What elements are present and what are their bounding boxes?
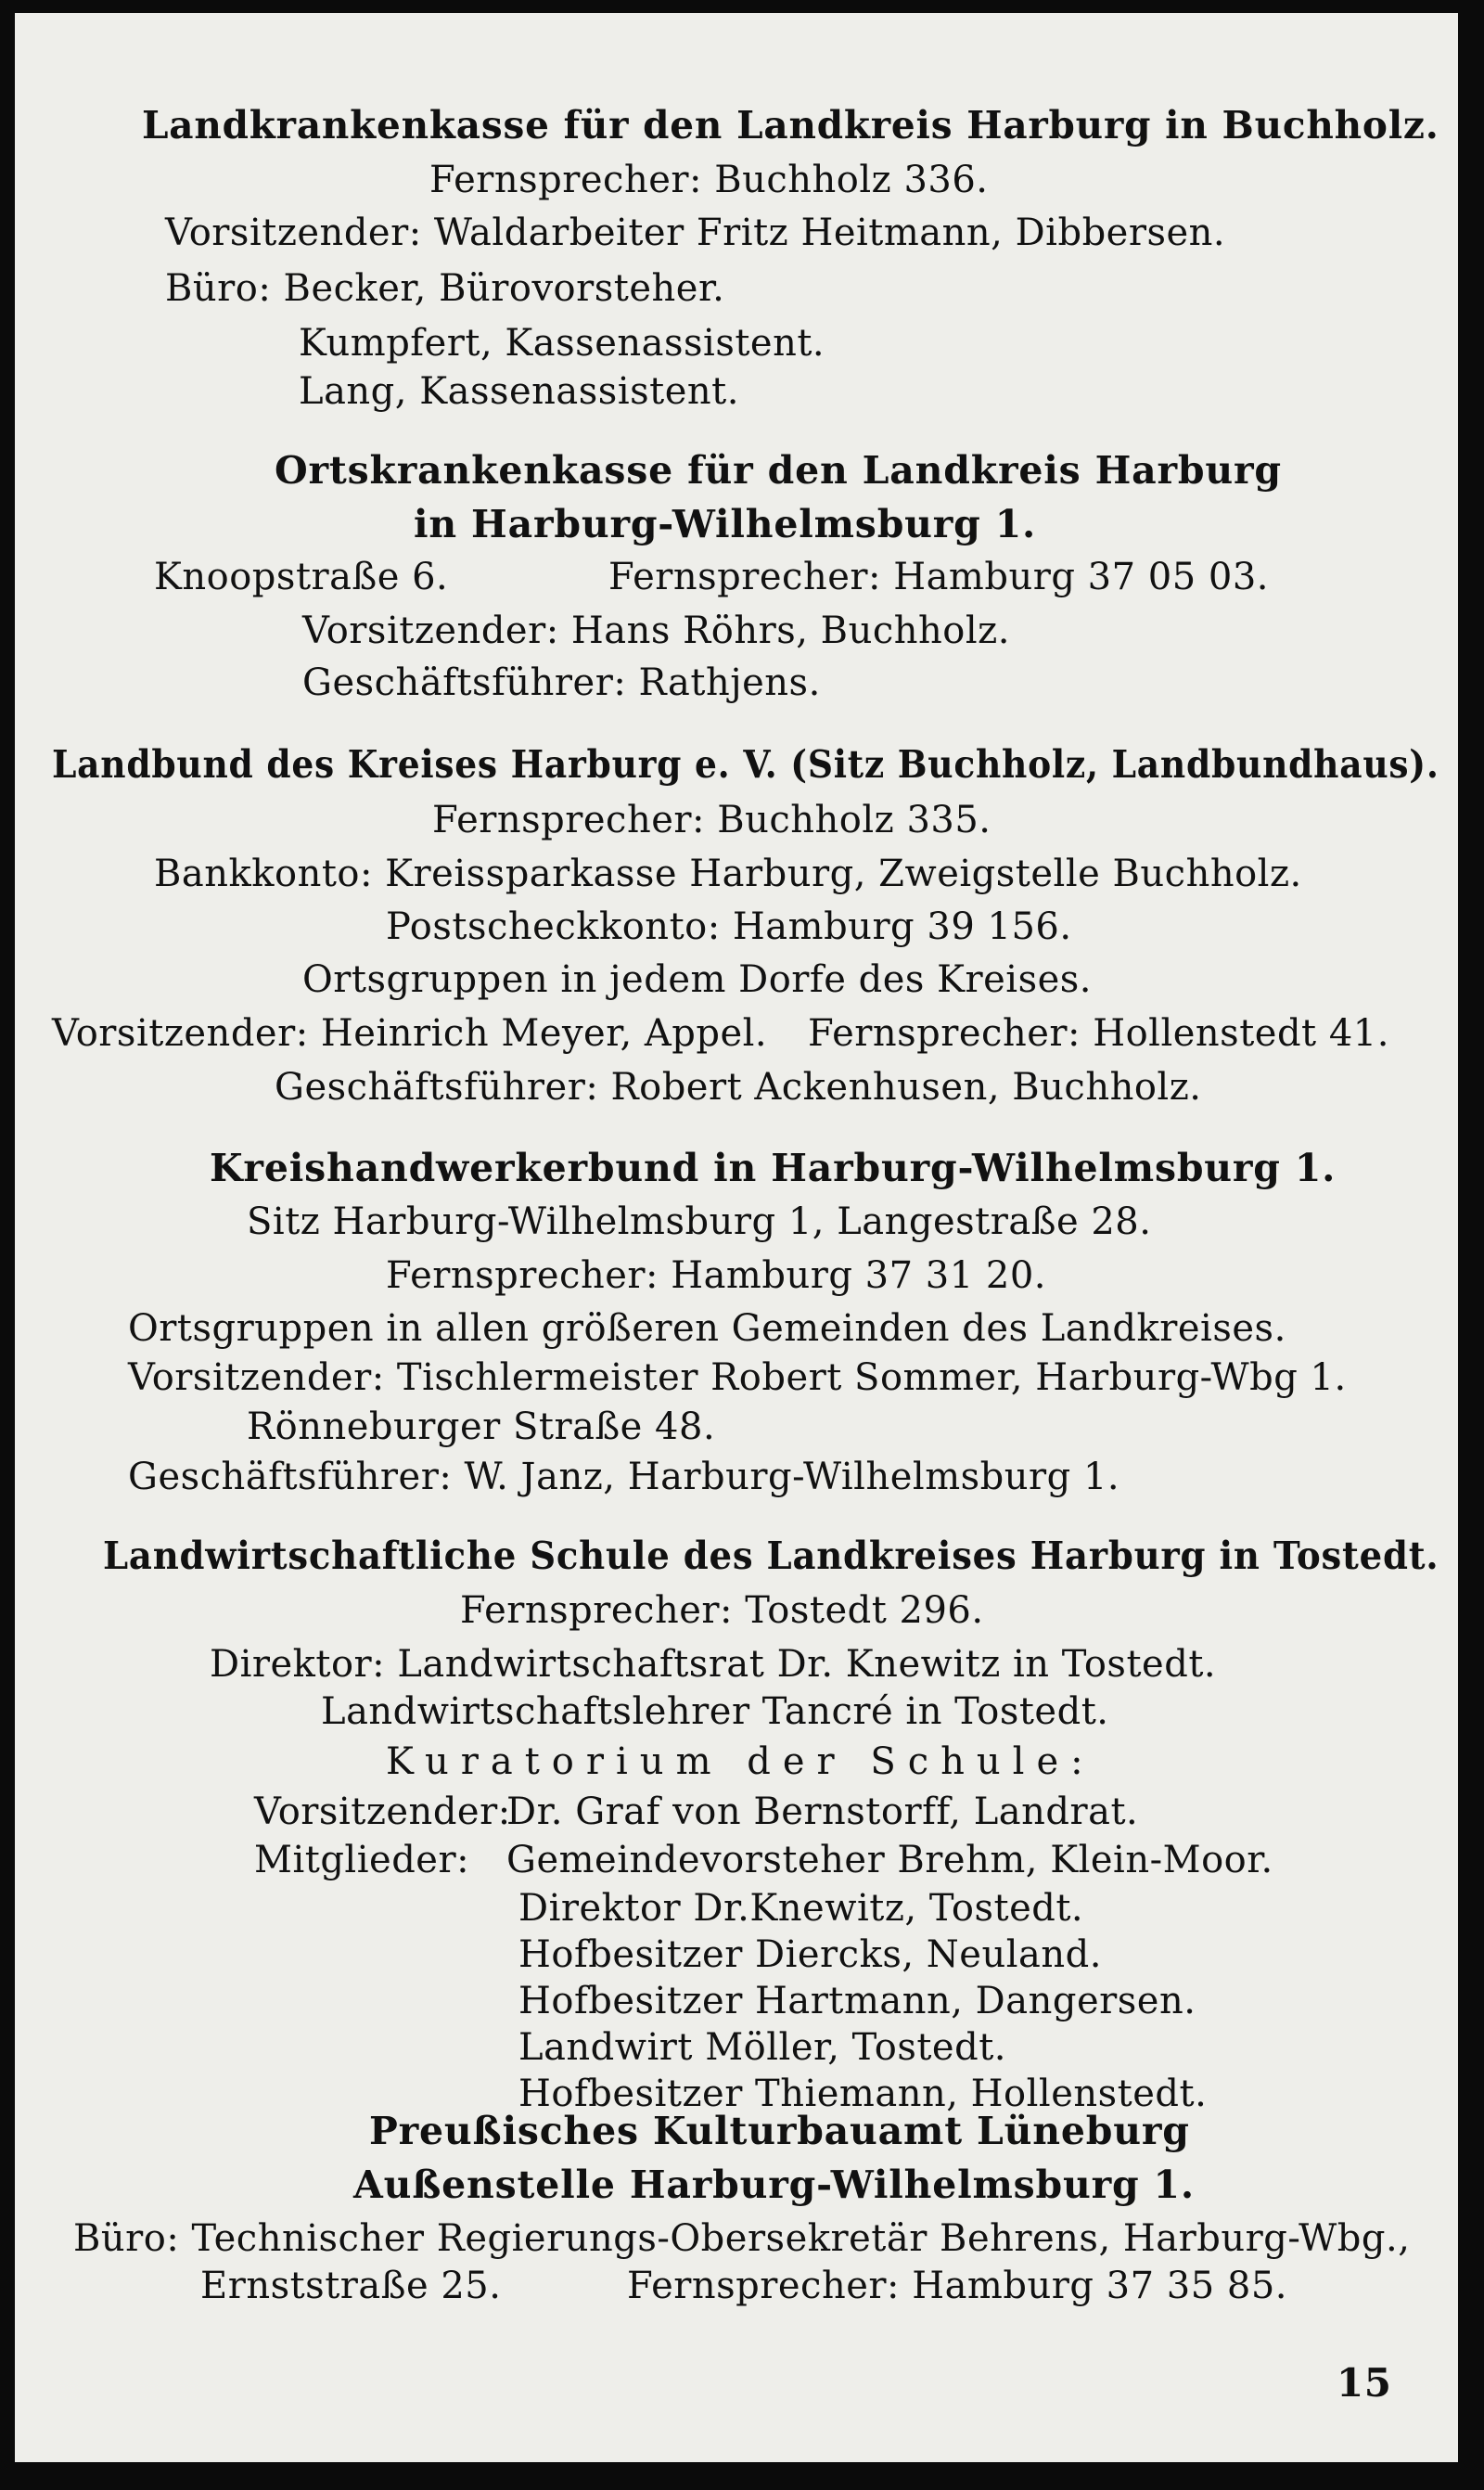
chair-line: Vorsitzender: Waldarbeiter Fritz Heitmann, Dibbersen. (165, 212, 1226, 254)
board-chair: Dr. Graf von Bernstorff, Landrat. (506, 1790, 1139, 1833)
manager-line: Geschäftsführer: Robert Ackenhusen, Buchholz. (275, 1066, 1202, 1109)
page-number: 15 (1337, 2360, 1392, 2406)
members-label: Mitglieder: (254, 1839, 470, 1881)
section-title: Ortskrankenkasse für den Landkreis Harburg (275, 448, 1282, 493)
manager-line: Geschäftsführer: W. Janz, Harburg-Wilhelmsburg 1. (128, 1456, 1120, 1498)
member-line: Direktor Dr.Knewitz, Tostedt. (518, 1887, 1084, 1930)
phone-line: Fernsprecher: Hamburg 37 31 20. (386, 1254, 1047, 1297)
board-chair-label: Vorsitzender: (254, 1790, 511, 1833)
chair-line: Vorsitzender: Tischlermeister Robert Sommer, Harburg-Wbg 1. (128, 1356, 1347, 1399)
bank-line: Bankkonto: Kreissparkasse Harburg, Zweigstelle Buchholz. (154, 853, 1302, 895)
board-heading: Kuratorium der Schule: (386, 1740, 1095, 1783)
staff-line: Lang, Kassenassistent. (299, 370, 739, 413)
teacher-line: Landwirtschaftslehrer Tancré in Tostedt. (321, 1690, 1109, 1733)
document-page (15, 13, 1458, 2462)
chair-line: Vorsitzender: Hans Röhrs, Buchholz. (302, 610, 1010, 652)
member-line: Hofbesitzer Thiemann, Hollenstedt. (518, 2073, 1208, 2115)
phone-line: Fernsprecher: Tostedt 296. (460, 1589, 984, 1632)
postal-account-line: Postscheckkonto: Hamburg 39 156. (386, 905, 1072, 948)
member-line: Hofbesitzer Hartmann, Dangersen. (518, 1980, 1196, 2022)
office-line: Büro: Becker, Bürovorsteher. (165, 267, 725, 310)
staff-line: Kumpfert, Kassenassistent. (299, 322, 825, 365)
section-title: Landbund des Kreises Harburg e. V. (Sitz Buchholz, Landbundhaus). (52, 742, 1439, 787)
member-line: Landwirt Möller, Tostedt. (518, 2026, 1006, 2069)
office-line: Büro: Technischer Regierungs-Obersekretär Behrens, Harburg-Wbg., (73, 2217, 1411, 2260)
phone-line: Fernsprecher: Buchholz 336. (429, 159, 989, 201)
section-subtitle: in Harburg-Wilhelmsburg 1. (414, 502, 1037, 546)
section-subtitle: Außenstelle Harburg-Wilhelmsburg 1. (353, 2163, 1195, 2207)
address-line: Ernststraße 25. (200, 2265, 502, 2307)
section-title: Preußisches Kulturbauamt Lüneburg (369, 2109, 1190, 2153)
section-title: Landwirtschaftliche Schule des Landkreises Harburg in Tostedt. (103, 1534, 1439, 1578)
address-line: Rönneburger Straße 48. (247, 1405, 716, 1448)
manager-line: Geschäftsführer: Rathjens. (302, 661, 821, 704)
director-line: Direktor: Landwirtschaftsrat Dr. Knewitz in Tostedt. (210, 1643, 1217, 1686)
phone-line: Fernsprecher: Hamburg 37 05 03. (608, 556, 1270, 598)
seat-line: Sitz Harburg-Wilhelmsburg 1, Langestraße 28. (247, 1200, 1152, 1243)
groups-line: Ortsgruppen in jedem Dorfe des Kreises. (302, 958, 1093, 1001)
phone-line: Fernsprecher: Buchholz 335. (432, 799, 991, 841)
section-title: Kreishandwerkerbund in Harburg-Wilhelmsburg 1. (210, 1146, 1337, 1190)
section-title: Landkrankenkasse für den Landkreis Harburg in Buchholz. (142, 103, 1439, 148)
member-line: Gemeindevorsteher Brehm, Klein-Moor. (506, 1839, 1273, 1881)
groups-line: Ortsgruppen in allen größeren Gemeinden des Landkreises. (128, 1307, 1286, 1350)
member-line: Hofbesitzer Diercks, Neuland. (518, 1933, 1102, 1976)
chair-phone-line: Fernsprecher: Hollenstedt 41. (808, 1012, 1389, 1055)
phone-line: Fernsprecher: Hamburg 37 35 85. (627, 2265, 1288, 2307)
address-line: Knoopstraße 6. (154, 556, 449, 598)
chair-line: Vorsitzender: Heinrich Meyer, Appel. (52, 1012, 768, 1055)
